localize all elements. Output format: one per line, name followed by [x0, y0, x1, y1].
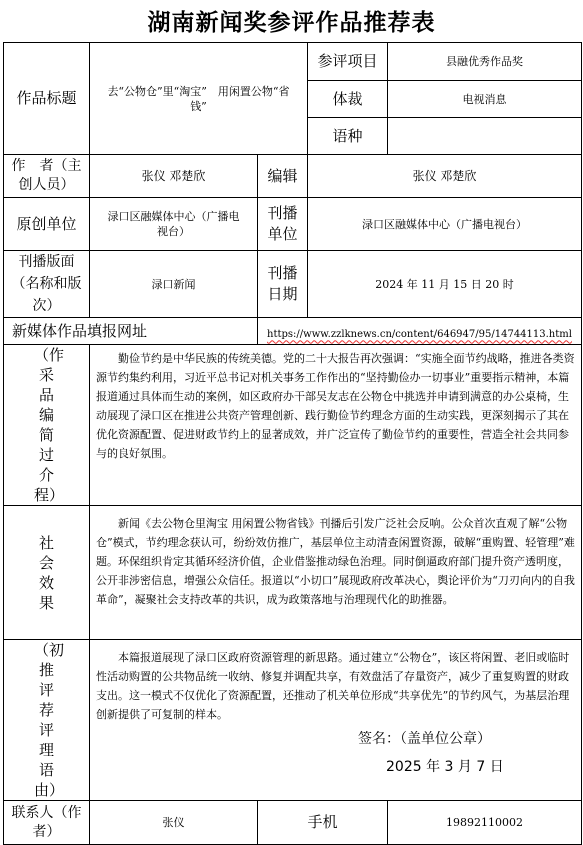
unit-value: 渌口区融媒体中心（广播电视台）	[90, 198, 258, 251]
language-label: 语种	[308, 118, 388, 155]
contact-value: 张仪	[90, 801, 258, 845]
layout-label: 刊播版面（名称和版次）	[4, 251, 90, 318]
intro-label: （作采品编简过介程）	[4, 345, 90, 506]
award-item-label: 参评项目	[308, 43, 388, 81]
genre-value: 电视消息	[388, 81, 582, 118]
work-url-link[interactable]: https://www.zzlknews.cn/content/646947/95/14744113.html	[267, 328, 572, 340]
page-title: 湖南新闻奖参评作品推荐表	[147, 9, 436, 36]
work-title-label: 作品标题	[4, 43, 90, 155]
recommendation-form	[3, 42, 582, 845]
url-cell	[258, 318, 582, 345]
unit-label: 原创单位	[4, 198, 90, 251]
sign-text: 签名：（盖单位公章）	[358, 731, 491, 747]
url-label: 新媒体作品填报网址	[4, 318, 258, 345]
date-value: 2024 年 11 月 15 日 20 时	[308, 251, 582, 318]
contact-label: 联系人（作者）	[4, 801, 90, 845]
effect-text: 新闻《去公物仓里淘宝 用闲置公物省钱》刊播后引发广泛社会反响。公众首次直观了解“公物仓”模式，节约理念获认可，纷纷效仿推广，基层单位主动清查闲置资源，破解“重购置、轻管理”难题。环保组织肯定其循环经济价值，企业借鉴推动绿色治理。同时倒逼政府部门提升资产透明度，公开非涉密信息，增强公众信任。报道以“小切口”展现政府改革决心，舆论评价为“刀刃向内的自我革命”，凝聚社会支持改革的共识，成为政策落地与治理现代化的助推器。	[90, 506, 582, 640]
date-label: 刊播日期	[258, 251, 308, 318]
genre-label: 体裁	[308, 81, 388, 118]
review-cell	[90, 640, 582, 801]
layout-value: 渌口新闻	[90, 251, 258, 318]
phone-value: 19892110002	[388, 801, 582, 845]
author-value: 张仪 邓楚欣	[90, 155, 258, 198]
author-label: 作 者（主创人员）	[4, 155, 90, 198]
work-title-value: 去“公物仓”里“淘宝” 用闲置公物“省钱”	[90, 43, 308, 155]
effect-label: 社会效果	[4, 506, 90, 640]
review-label: （初推评荐评理语由）	[4, 640, 90, 801]
pub-unit-value: 渌口区融媒体中心（广播电视台）	[308, 198, 582, 251]
intro-text: 勤俭节约是中华民族的传统美德。党的二十大报告再次强调：“实施全面节约战略，推进各类资源节约集约利用，习近平总书记对机关事务工作作出的“坚持勤俭办一切事业”重要指示精神，本篇报道通过具体而生动的案例，如区政府办干部吴友志在公物仓中挑选并申请到满意的办公桌椅，生动展现了渌口区在推进公共资产管理创新、践行勤俭节约理念方面的生动实践，更深刻揭示了其在优化资源配置、促进财政节约上的显著成效，并广泛宣传了勤俭节约的重要性，营造全社会共同参与的良好氛围。	[90, 345, 582, 506]
pub-unit-label: 刊播单位	[258, 198, 308, 251]
phone-label: 手机	[258, 801, 388, 845]
review-text: 本篇报道展现了渌口区政府资源管理的新思路。通过建立“公物仓”，该区将闲置、老旧或临时性活动购置的公共物品统一收纳、修复并调配共享，有效盘活了存量资产，减少了重复购置的财政支出。这一模式不仅优化了资源配置，还推动了机关单位形成“共享优先”的节约风气，为基层治理创新提供了可复制的样本。	[96, 651, 570, 721]
editor-value: 张仪 邓楚欣	[308, 155, 582, 198]
editor-label: 编辑	[258, 155, 308, 198]
award-item-value: 县融优秀作品奖	[388, 43, 582, 81]
language-value	[388, 118, 582, 155]
sign-date: 2025 年 3 月 7 日	[386, 759, 504, 775]
